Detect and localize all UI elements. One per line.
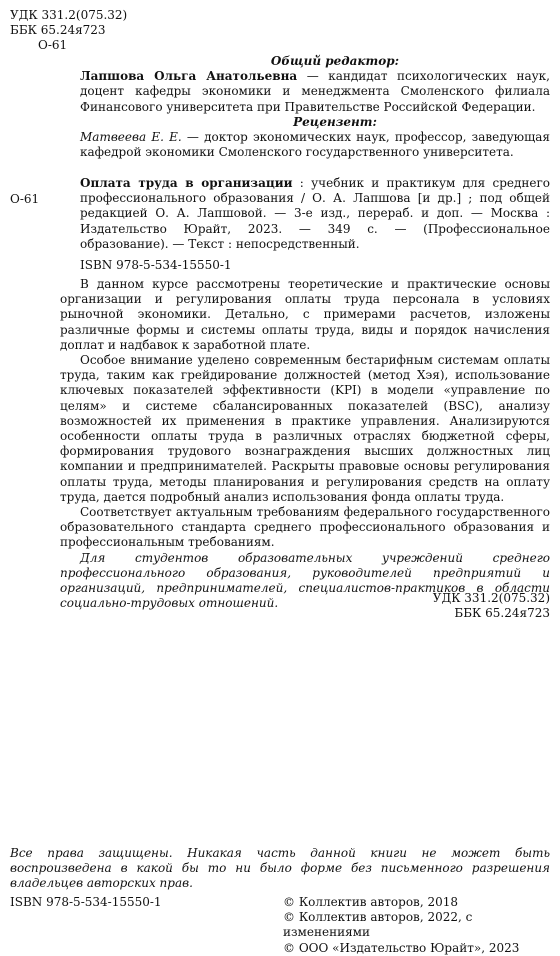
abstract-paragraph-2: Особое внимание уделено современным бестарифным системам оплаты труда, таким как грейдирование должностей (метод Хэя), использование ключевых показателей эффективности (KPI) в модели «управление по целям» и системе сбалансированных показателей (BSC), анализу возможностей их применения в практике управления. Анализируются особенности оплаты труда в различных отраслях бюджетной сферы, формирования трудового вознаграждения высших должностных лиц компании и предпринимателей. Раскрыты правовые основы регулирования оплаты труда, методы планирования и регулирования средств на оплату труда, дается подробный анализ использования фонда оплаты труда. — [60, 353, 550, 504]
abstract-paragraph-1: В данном курсе рассмотрены теоретические и практические основы организации и регулирования оплаты труда персонала в условиях рыночной экономики. Детально, с примерами расчетов, изложены различные формы и системы оплаты труда, виды и порядок начисления доплат и надбавок к заработной плате. — [60, 277, 550, 352]
copyright-line-2: © Коллектив авторов, 2022, с изменениями — [283, 910, 473, 940]
copyright-line-3: © ООО «Издательство Юрайт», 2023 — [283, 940, 520, 955]
bibliography-entry — [80, 176, 550, 252]
header-codes — [10, 8, 210, 54]
editor-paragraph — [80, 69, 550, 115]
abstract-paragraph-3: Соответствует актуальным требованиям федерального государственного образовательного стандарта среднего профессионального образования и профессиональным требованиям. — [60, 505, 550, 550]
abstract-block — [60, 277, 550, 611]
footer-udk: УДК 331.2(075.32) — [432, 591, 550, 605]
book-title: Оплата труда в организации — [80, 176, 293, 190]
rights-notice: Все права защищены. Никакая часть данной книги не может быть воспроизведена в какой бы то ни было форме без письменного разрешения владельцев авторских прав. — [10, 846, 550, 891]
bbk-code: ББК 65.24я723 — [10, 23, 106, 38]
bibliography-mark: О-61 — [10, 192, 40, 206]
reviewer-paragraph — [80, 130, 550, 160]
footer-bbk: ББК 65.24я723 — [454, 606, 550, 621]
isbn-bottom: ISBN 978-5-534-15550-1 — [10, 895, 162, 909]
footer-codes — [300, 591, 550, 621]
bibliography-text: : учебник и практикум для среднего профессионального образования / О. А. Лапшова [и др.] ; под общей редакцией О. А. Лапшовой. — 3-е изд., перераб. и доп. — Москва : Издательство Юрайт, 2023. — 349 с. — (Профессиональное образование). — Текст : непосредственный. — [80, 176, 550, 251]
reviewer-name: Матвеева Е. Е. — [80, 130, 182, 145]
udk-code: УДК 331.2(075.32) — [10, 8, 128, 22]
reviewer-block — [80, 115, 550, 161]
bibliography-block — [80, 176, 550, 252]
editor-block — [80, 54, 550, 115]
isbn-top: ISBN 978-5-534-15550-1 — [80, 258, 232, 272]
reviewer-description: — доктор экономических наук, профессор, заведующая кафедрой экономики Смоленского государственного университета. — [80, 130, 550, 160]
copyright-line-1: © Коллектив авторов, 2018 — [283, 895, 458, 909]
copyright-block — [283, 895, 553, 956]
author-mark: О-61 — [38, 38, 68, 53]
editor-description: — кандидат психологических наук, доцент кафедры экономики и менеджмента Смоленского филиала Финансового университета при Правительстве Российской Федерации. — [80, 69, 550, 114]
audience-statement: Для студентов образовательных учреждений среднего профессионального образования, руководителей предприятий и организаций, предпринимателей, специалистов-практиков в области социально-трудовых отношений. — [60, 550, 550, 611]
reviewer-heading: Рецензент: — [293, 115, 377, 129]
editor-heading: Общий редактор: — [270, 54, 400, 68]
editor-name: Лапшова Ольга Анатольевна — [80, 69, 298, 84]
